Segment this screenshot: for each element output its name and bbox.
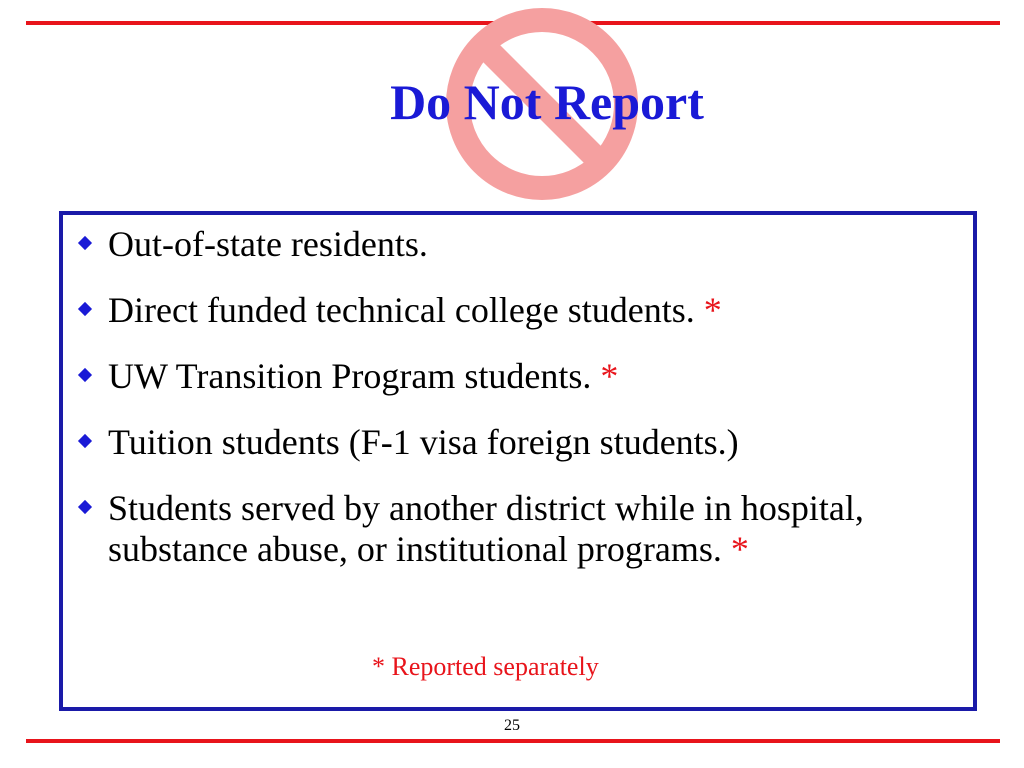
- bullet-list: [76, 224, 956, 595]
- bottom-red-rule: [26, 739, 1000, 743]
- bullet-text: Students served by another district while in hospital, substance abuse, or institutional programs.: [108, 488, 864, 569]
- bullet-text: Out-of-state residents.: [108, 224, 428, 264]
- footnote: * Reported separately: [372, 652, 599, 681]
- diamond-bullet-icon: [78, 236, 92, 250]
- bullet-item: [76, 290, 956, 331]
- asterisk-marker: *: [730, 529, 749, 569]
- diamond-bullet-icon: [78, 368, 92, 382]
- bullet-item: [76, 356, 956, 397]
- asterisk-marker: *: [703, 290, 722, 330]
- bullet-item: [76, 488, 956, 570]
- page-number: 25: [504, 717, 520, 734]
- asterisk-marker: *: [600, 356, 619, 396]
- slide-title: Do Not Report: [390, 74, 704, 130]
- diamond-bullet-icon: [78, 434, 92, 448]
- diamond-bullet-icon: [78, 302, 92, 316]
- bullet-text: Tuition students (F-1 visa foreign students.): [108, 422, 739, 462]
- bullet-text: Direct funded technical college students.: [108, 290, 704, 330]
- bullet-item: [76, 224, 956, 265]
- bullet-text: UW Transition Program students.: [108, 356, 601, 396]
- bullet-item: [76, 422, 956, 463]
- diamond-bullet-icon: [78, 500, 92, 514]
